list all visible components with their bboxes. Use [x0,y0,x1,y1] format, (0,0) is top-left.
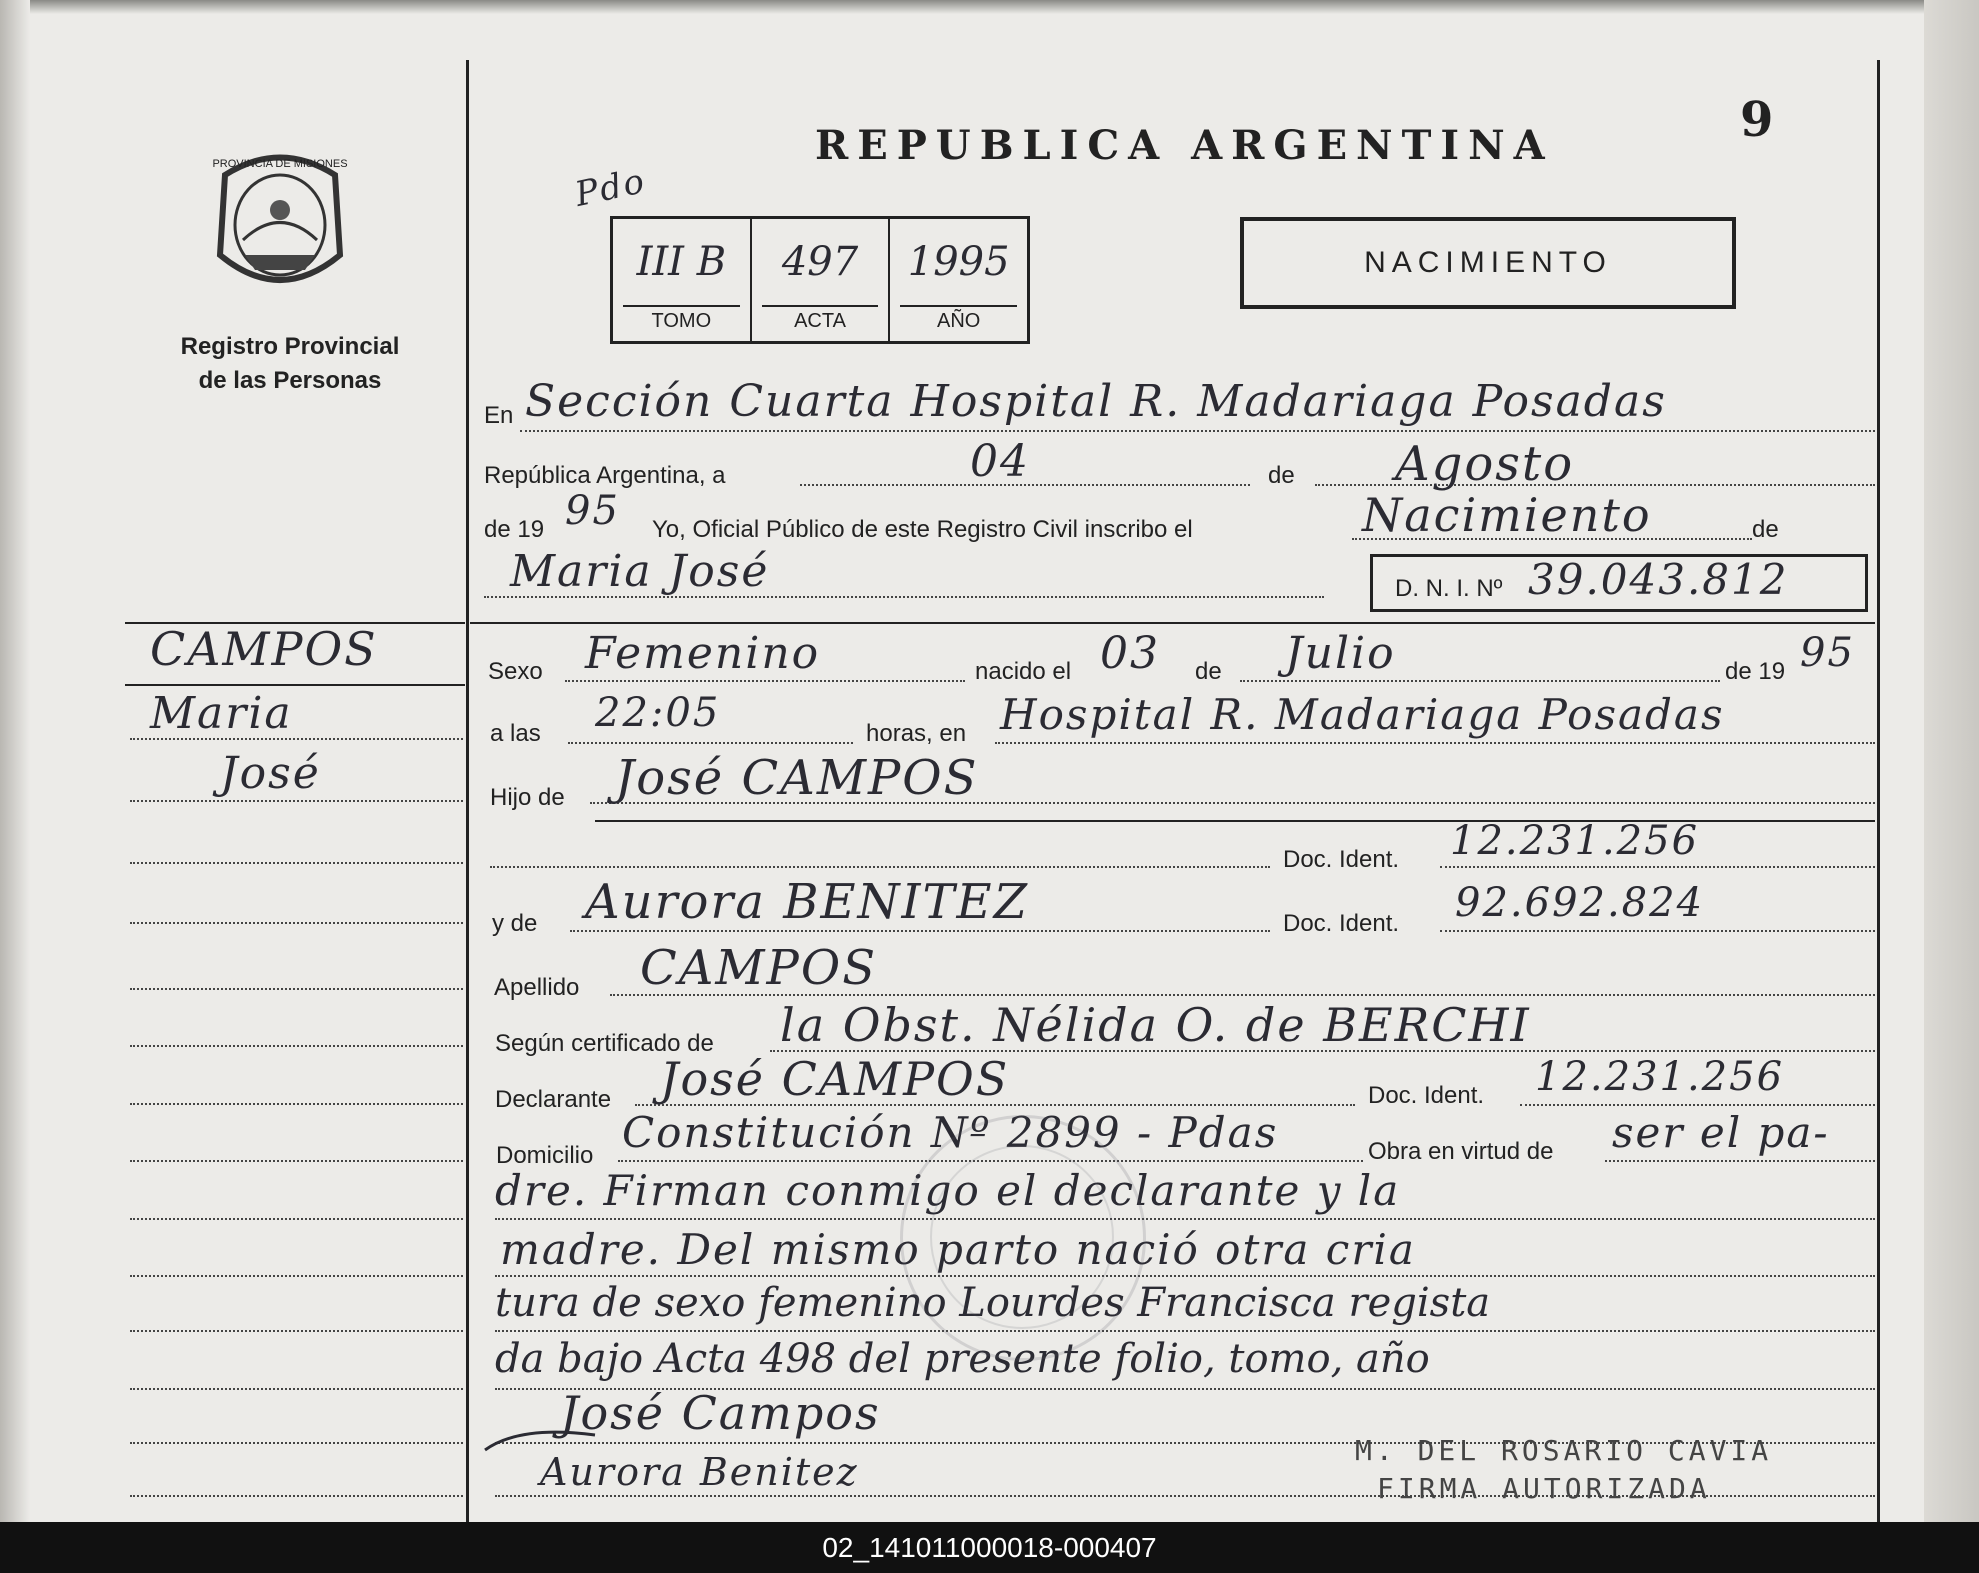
field-year: 95 [565,488,620,534]
label-doc-ident: Doc. Ident. [1283,846,1400,873]
field-address: Constitución Nº 2899 - Pdas [622,1108,1279,1157]
field-line [1440,866,1875,868]
field-mother-doc: 92.692.824 [1455,880,1705,926]
field-birth-day: 03 [1100,628,1160,679]
margin-dotted-line [130,1218,463,1220]
left-column-divider [466,60,469,1522]
margin-dotted-line [130,1045,463,1047]
field-line [1605,1160,1875,1162]
record-value: 1995 [907,239,1010,285]
field-line [568,742,853,744]
record-label: TOMO [651,310,712,332]
margin-dotted-line [130,1103,463,1105]
field-line [1520,1104,1875,1106]
record-value: III B [636,239,727,285]
seal-text: PROVINCIA DE MISIONES [212,158,348,170]
label-obra: Obra en virtud de [1368,1138,1554,1165]
label-doc-ident-2: Doc. Ident. [1283,910,1400,937]
field-declarant-doc: 12.231.256 [1535,1054,1785,1100]
registry-name-line1: Registro Provincial [180,333,400,360]
field-birth-time: 22:05 [595,690,721,736]
field-virtue: ser el pa- [1612,1108,1830,1157]
label-oficial: Yo, Oficial Público de este Registro Civil inscribo el [652,516,1193,543]
label-de-2: de [1752,516,1779,543]
field-line [495,1330,1875,1332]
field-father-doc: 12.231.256 [1450,818,1700,864]
label-dni: D. N. I. Nº [1395,575,1503,602]
field-line [570,930,1270,932]
field-line [1440,930,1875,932]
right-border-line [1877,60,1880,1522]
field-line [495,1275,1875,1277]
margin-dotted-line [130,922,463,924]
official-stamp-inner-icon [930,1145,1114,1329]
mother-signature: Aurora Benitez [540,1450,859,1494]
label-de-19: de 19 [484,516,545,543]
field-birth-month: Julio [1285,628,1396,679]
page-top-edge [0,0,1979,14]
margin-dotted-line [130,1160,463,1162]
label-en: En [484,402,514,429]
record-table [610,216,1030,344]
file-id-footer: 02_141011000018-000407 [0,1522,1979,1573]
official-name: M. DEL ROSARIO CAVIA [1355,1434,1773,1467]
margin-second-name: José [220,748,321,799]
field-line [995,742,1875,744]
margin-dotted-line [130,800,463,802]
label-nacido: nacido el [975,658,1072,685]
field-certificate: la Obst. Nélida O. de BERCHI [780,998,1531,1052]
record-label: ACTA [794,310,846,332]
official-signature-block [1355,1432,1772,1508]
field-birth-place: Hospital R. Madariaga Posadas [1000,690,1725,739]
handwritten-annotation: Pdo [571,161,650,215]
label-de-3: de [1195,658,1222,685]
page-binding-shadow [0,0,30,1522]
document-type-box: NACIMIENTO [1240,217,1736,309]
label-horas: horas, en [866,720,967,747]
margin-surname: CAMPOS [150,622,378,676]
margin-first-name: Maria [150,688,293,739]
field-mother: Aurora BENITEZ [585,874,1029,930]
label-segun: Según certificado de [495,1030,714,1057]
record-cell-ano [890,219,1027,341]
label-de: de [1268,462,1295,489]
record-cell-acta [752,219,891,341]
margin-dotted-line [130,1442,463,1444]
field-father: José CAMPOS [615,750,979,806]
margin-dotted-line [130,1275,463,1277]
document-title: REPUBLICA ARGENTINA [815,122,1554,169]
record-cell-tomo [613,219,752,341]
field-line [520,430,1875,432]
label-declarante: Declarante [495,1086,612,1113]
official-title: FIRMA AUTORIZADA [1377,1472,1711,1505]
label-a-las: a las [490,720,541,747]
field-note-1: dre. Firman conmigo el declarante y la [495,1166,1401,1215]
registry-name-line2: de las Personas [198,367,382,394]
field-line [495,1218,1875,1220]
field-act-type: Nacimiento [1362,488,1652,542]
field-note-3: tura de sexo femenino Lourdes Francisca regista [495,1280,1491,1326]
field-surname: CAMPOS [640,940,878,996]
field-seccion: Sección Cuarta Hospital R. Madariaga Posadas [525,376,1667,427]
field-note-2: madre. Del mismo parto nació otra cria [500,1225,1416,1274]
margin-dotted-line [130,862,463,864]
field-child-name: Maria José [510,546,770,597]
label-republica: República Argentina, a [484,462,726,489]
margin-dotted-line [130,1330,463,1332]
margin-dotted-line [130,988,463,990]
label-doc-ident-3: Doc. Ident. [1368,1082,1485,1109]
record-label: AÑO [937,310,981,332]
page-number: 9 [1740,92,1774,148]
field-declarant: José CAMPOS [660,1052,1010,1106]
field-birth-year: 95 [1800,630,1855,676]
label-sexo: Sexo [488,658,543,685]
father-signature: José Campos [560,1386,881,1440]
page-right-edge [1924,0,1979,1522]
margin-rule [125,684,465,686]
field-line [1240,680,1720,682]
section-rule [470,622,1875,624]
field-dni: 39.043.812 [1528,555,1789,604]
field-sex: Femenino [585,628,821,679]
field-note-4: da bajo Acta 498 del presente folio, tomo, año [495,1336,1430,1382]
label-domicilio: Domicilio [496,1142,594,1169]
record-value: 497 [781,239,859,285]
label-hijo-de: Hijo de [490,784,565,811]
field-month: Agosto [1395,436,1575,492]
field-line [490,866,1270,868]
dni-box [1370,554,1868,612]
label-apellido: Apellido [494,974,580,1001]
margin-dotted-line [130,1495,463,1497]
margin-dotted-line [130,1388,463,1390]
field-line [565,680,965,682]
label-de-19-2: de 19 [1725,658,1786,685]
misiones-seal-icon [205,145,355,300]
label-y-de: y de [492,910,538,937]
field-day: 04 [970,436,1030,487]
registry-name [160,330,420,398]
